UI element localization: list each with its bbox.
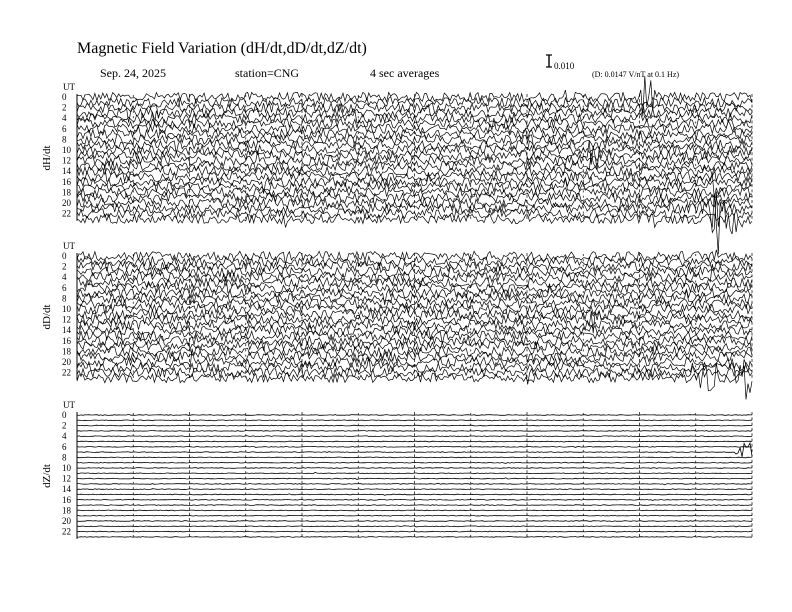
- hour-label-dzdt-14: 14: [62, 484, 71, 495]
- station-label: station=CNG: [235, 66, 300, 80]
- date-label: Sep. 24, 2025: [100, 66, 166, 80]
- trace-dhdt-h23: [77, 212, 752, 235]
- hour-label-dhdt-20: 20: [62, 198, 71, 208]
- hour-label-dddt-6: 6: [62, 282, 67, 293]
- hour-label-dddt-14: 14: [62, 325, 71, 336]
- hour-label-dddt-10: 10: [62, 304, 71, 314]
- panel-label-dzdt: dZ/dt: [41, 464, 53, 488]
- hour-label-dhdt-2: 2: [62, 102, 67, 113]
- hour-label-dhdt-10: 10: [62, 145, 71, 155]
- hour-label-dhdt-8: 8: [62, 134, 67, 145]
- trace-dddt-h23: [77, 363, 752, 400]
- scale-bar-value: 0.010: [554, 61, 575, 71]
- hour-label-dzdt-4: 4: [62, 431, 67, 442]
- hour-label-dzdt-20: 20: [62, 516, 71, 526]
- hour-label-dhdt-14: 14: [62, 166, 71, 177]
- hour-label-dddt-4: 4: [62, 272, 67, 283]
- hour-label-dzdt-6: 6: [62, 441, 67, 452]
- hour-label-dzdt-12: 12: [62, 473, 71, 484]
- hour-label-dhdt-16: 16: [62, 176, 71, 187]
- hour-label-dhdt-18: 18: [62, 187, 71, 198]
- hour-label-dzdt-0: 0: [62, 410, 67, 420]
- hour-label-dhdt-4: 4: [62, 113, 67, 124]
- ut-label-dddt: UT: [63, 241, 75, 251]
- ut-label-dzdt: UT: [63, 400, 75, 410]
- hour-label-dddt-12: 12: [62, 314, 71, 325]
- hour-label-dhdt-22: 22: [62, 208, 71, 219]
- hour-label-dddt-16: 16: [62, 335, 71, 346]
- hour-label-dddt-2: 2: [62, 261, 67, 272]
- hour-label-dzdt-18: 18: [62, 505, 71, 516]
- averaging-label: 4 sec averages: [370, 66, 440, 80]
- hour-label-dzdt-16: 16: [62, 494, 71, 505]
- hour-label-dddt-8: 8: [62, 293, 67, 304]
- hour-label-dhdt-12: 12: [62, 155, 71, 166]
- hour-label-dddt-18: 18: [62, 346, 71, 357]
- hour-label-dzdt-8: 8: [62, 452, 67, 463]
- chart-title: Magnetic Field Variation (dH/dt,dD/dt,dZ/dt): [77, 40, 367, 57]
- hour-label-dddt-22: 22: [62, 367, 71, 378]
- hour-label-dhdt-0: 0: [62, 92, 67, 102]
- hour-label-dzdt-22: 22: [62, 526, 71, 537]
- hour-label-dzdt-2: 2: [62, 420, 67, 431]
- scale-note: (D: 0.0147 V/nT at 0.1 Hz): [592, 70, 680, 79]
- hour-label-dhdt-6: 6: [62, 123, 67, 134]
- hour-label-dzdt-10: 10: [62, 463, 71, 473]
- panel-label-dddt: dD/dt: [41, 304, 53, 330]
- trace-dhdt-h20: [77, 196, 752, 211]
- hour-label-dddt-20: 20: [62, 357, 71, 367]
- ut-label-dhdt: UT: [63, 82, 75, 92]
- panel-label-dhdt: dH/dt: [41, 145, 53, 171]
- hour-label-dddt-0: 0: [62, 251, 67, 261]
